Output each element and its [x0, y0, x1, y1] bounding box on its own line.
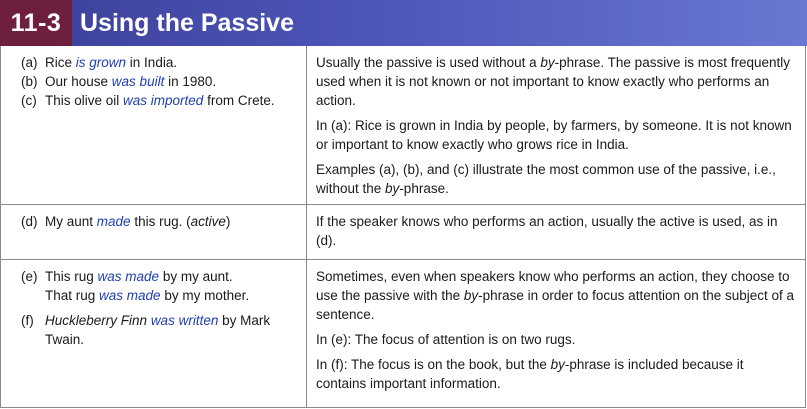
example-e: (e) This rug was made by my aunt.: [21, 269, 233, 284]
section-number: 11-3: [0, 0, 72, 46]
explanation-paragraph: If the speaker knows who performs an action, usually the active is used, as in (d).: [316, 214, 778, 248]
examples-cell: [1, 260, 306, 349]
explanation-paragraph: In (f): The focus is on the book, but the by-phrase is included because it contains important information.: [316, 357, 744, 391]
table-row: [1, 46, 805, 204]
table-row: [1, 259, 805, 408]
explanation-cell: [307, 260, 805, 399]
examples-cell: [1, 205, 306, 231]
chart-header: [0, 0, 807, 46]
example-e-second: That rug was made by my mother.: [45, 288, 250, 303]
explanation-paragraph: Examples (a), (b), and (c) illustrate the most common use of the passive, i.e., without the by-phrase.: [316, 162, 776, 196]
table-row: [1, 204, 805, 259]
chart-table: [0, 46, 806, 408]
examples-cell: [1, 46, 306, 110]
explanation-paragraph: Usually the passive is used without a by-phrase. The passive is most frequently used when it is not known or not important to know exactly who performs an action.: [316, 55, 791, 108]
explanation-cell: [307, 46, 805, 204]
explanation-cell: [307, 205, 805, 256]
example-a: (a) Rice is grown in India.: [21, 55, 178, 70]
section-title: Using the Passive: [80, 8, 294, 37]
example-f: (f) Huckleberry Finn was written by Mark Twain.: [21, 313, 271, 347]
explanation-paragraph: Sometimes, even when speakers know who performs an action, they choose to use the passive with the by-phrase in order to focus attention on the subject of a sentence.: [316, 269, 795, 322]
explanation-paragraph: In (a): Rice is grown in India by people, by farmers, by someone. It is not known or important to know exactly who grows rice in India.: [316, 118, 792, 152]
explanation-paragraph: In (e): The focus of attention is on two rugs.: [316, 332, 576, 347]
example-d: (d) My aunt made this rug. (active): [21, 214, 231, 229]
example-b: (b) Our house was built in 1980.: [21, 74, 217, 89]
example-c: (c) This olive oil was imported from Crete.: [21, 93, 275, 108]
